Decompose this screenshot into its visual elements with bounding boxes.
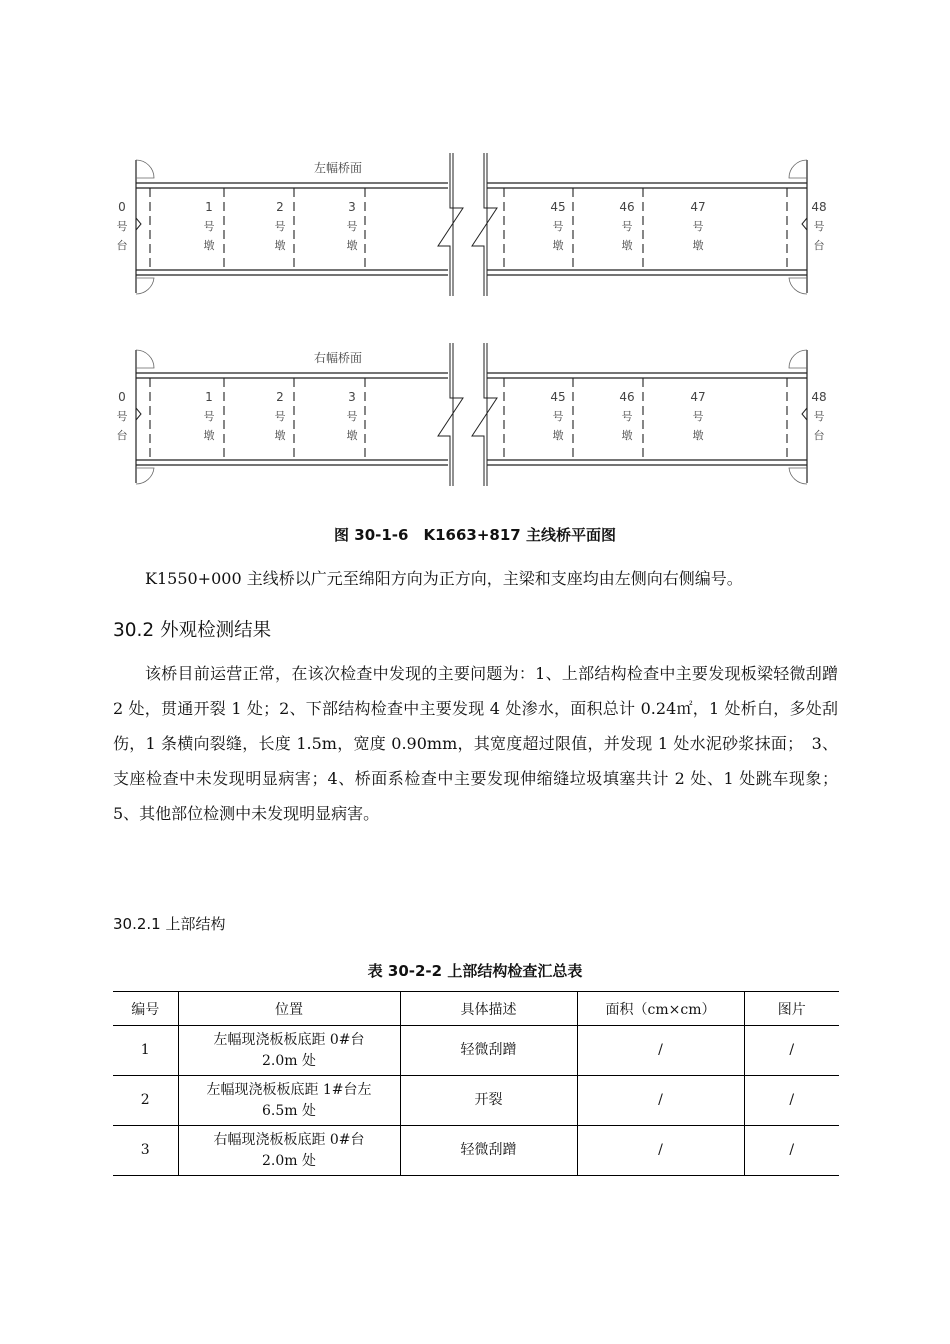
right-support-char: 号 — [813, 410, 825, 423]
section-paragraph: 该桥目前运营正常，在该次检查中发现的主要问题为：1、上部结构检查中主要发现板梁轻微刮蹭 2 处，贯通开裂 1 处；2、下部结构检查中主要发现 4 处渗水，面积总计 0.24㎡，1 处析白，多处刮伤，1 条横向裂缝，长度 1.5m，宽度 0.90mm，其宽度超过限值，并发现 1 处水泥砂浆抹面； 3、支座检查中未发现明显病害；4、桥面系检查中主要发现伸缩缝垃圾填塞共计 2 处、1 处跳车现象；5、其他部位检测中未发现明显病害。 — [113, 664, 838, 823]
right-support-char: 号 — [621, 410, 633, 423]
cell-description: 轻微刮蹭 — [400, 1026, 577, 1076]
left-support-number: 45 — [550, 200, 566, 214]
right-support-char: 号 — [346, 410, 358, 423]
right-wingwall-arc — [789, 468, 807, 484]
right-support-char: 墩 — [621, 429, 633, 442]
right-support-number: 45 — [550, 390, 566, 404]
cell-no: 3 — [113, 1126, 178, 1176]
cell-location: 左幅现浇板板底距 1#台左 6.5m 处 — [178, 1076, 400, 1126]
right-support-char: 号 — [274, 410, 286, 423]
right-support-char: 号 — [203, 410, 215, 423]
right-support-number: 2 — [276, 390, 284, 404]
left-support-char: 墩 — [203, 239, 215, 252]
left-support-number: 46 — [619, 200, 635, 214]
cell-location: 左幅现浇板板底距 0#台 2.0m 处 — [178, 1026, 400, 1076]
left-support-number: 3 — [348, 200, 356, 214]
right-support-char: 墩 — [346, 429, 358, 442]
left-support-char: 号 — [692, 220, 704, 233]
left-support-number: 47 — [690, 200, 706, 214]
left-support-char: 台 — [813, 239, 825, 252]
left-wingwall-arc — [136, 160, 154, 178]
left-wingwall-arc — [789, 160, 807, 178]
left-support-char: 墩 — [692, 239, 704, 252]
intro-paragraph: K1550+000 主线桥以广元至绵阳方向为正方向，主梁和支座均由左侧向右侧编号。 — [145, 569, 743, 588]
table-header-row — [113, 992, 839, 1026]
cell-photo: / — [744, 1076, 839, 1126]
left-support-char: 号 — [813, 220, 825, 233]
left-support-char: 号 — [274, 220, 286, 233]
right-support-number: 1 — [205, 390, 213, 404]
cell-photo: / — [744, 1026, 839, 1076]
cell-area: / — [577, 1076, 744, 1126]
right-support-char: 台 — [813, 429, 825, 442]
left-support-number: 2 — [276, 200, 284, 214]
right-support-char: 墩 — [692, 429, 704, 442]
right-support-number: 48 — [811, 390, 827, 404]
right-deck-label: 右幅桥面 — [313, 351, 363, 365]
figure-caption: 图 30-1-6 K1663+817 主线桥平面图 — [334, 526, 616, 544]
table-row — [113, 1076, 839, 1126]
right-wingwall-arc — [789, 350, 807, 368]
left-support-char: 墩 — [274, 239, 286, 252]
table-row — [113, 1126, 839, 1176]
cell-no: 1 — [113, 1026, 178, 1076]
header-no: 编号 — [113, 992, 178, 1026]
left-support-char: 台 — [116, 239, 128, 252]
right-support-char: 台 — [116, 429, 128, 442]
cell-area: / — [577, 1026, 744, 1076]
left-wingwall-arc — [136, 278, 154, 294]
right-support-char: 墩 — [203, 429, 215, 442]
left-support-char: 号 — [621, 220, 633, 233]
right-support-char: 号 — [692, 410, 704, 423]
bridge-plan-figure — [110, 148, 840, 498]
cell-no: 2 — [113, 1076, 178, 1126]
right-wingwall-arc — [136, 350, 154, 368]
section-heading: 30.2 外观检测结果 — [113, 620, 272, 641]
left-wingwall-arc — [789, 278, 807, 294]
left-support-char: 墩 — [621, 239, 633, 252]
left-support-char: 号 — [346, 220, 358, 233]
right-support-char: 墩 — [274, 429, 286, 442]
right-support-number: 47 — [690, 390, 706, 404]
left-notch — [136, 218, 141, 230]
inspection-summary-table — [113, 991, 839, 1176]
cell-location: 右幅现浇板板底距 0#台 2.0m 处 — [178, 1126, 400, 1176]
right-support-char: 号 — [552, 410, 564, 423]
left-support-char: 号 — [116, 220, 128, 233]
cell-area: / — [577, 1126, 744, 1176]
table-caption: 表 30-2-2 上部结构检查汇总表 — [367, 962, 583, 980]
right-support-char: 号 — [116, 410, 128, 423]
left-support-char: 号 — [552, 220, 564, 233]
header-location: 位置 — [178, 992, 400, 1026]
table-row — [113, 1026, 839, 1076]
left-support-char: 墩 — [552, 239, 564, 252]
left-support-char: 号 — [203, 220, 215, 233]
cell-description: 开裂 — [400, 1076, 577, 1126]
right-wingwall-arc — [136, 468, 154, 484]
left-support-number: 0 — [118, 200, 126, 214]
right-support-number: 0 — [118, 390, 126, 404]
right-notch — [136, 408, 141, 420]
left-support-number: 48 — [811, 200, 827, 214]
header-area: 面积（cm×cm） — [577, 992, 744, 1026]
header-description: 具体描述 — [400, 992, 577, 1026]
left-notch — [802, 218, 807, 230]
left-deck-label: 左幅桥面 — [313, 161, 363, 175]
cell-description: 轻微刮蹭 — [400, 1126, 577, 1176]
right-support-char: 墩 — [552, 429, 564, 442]
left-support-char: 墩 — [346, 239, 358, 252]
subsection-heading: 30.2.1 上部结构 — [113, 915, 226, 933]
right-support-number: 3 — [348, 390, 356, 404]
cell-photo: / — [744, 1126, 839, 1176]
right-notch — [802, 408, 807, 420]
header-photo: 图片 — [744, 992, 839, 1026]
right-support-number: 46 — [619, 390, 635, 404]
left-support-number: 1 — [205, 200, 213, 214]
